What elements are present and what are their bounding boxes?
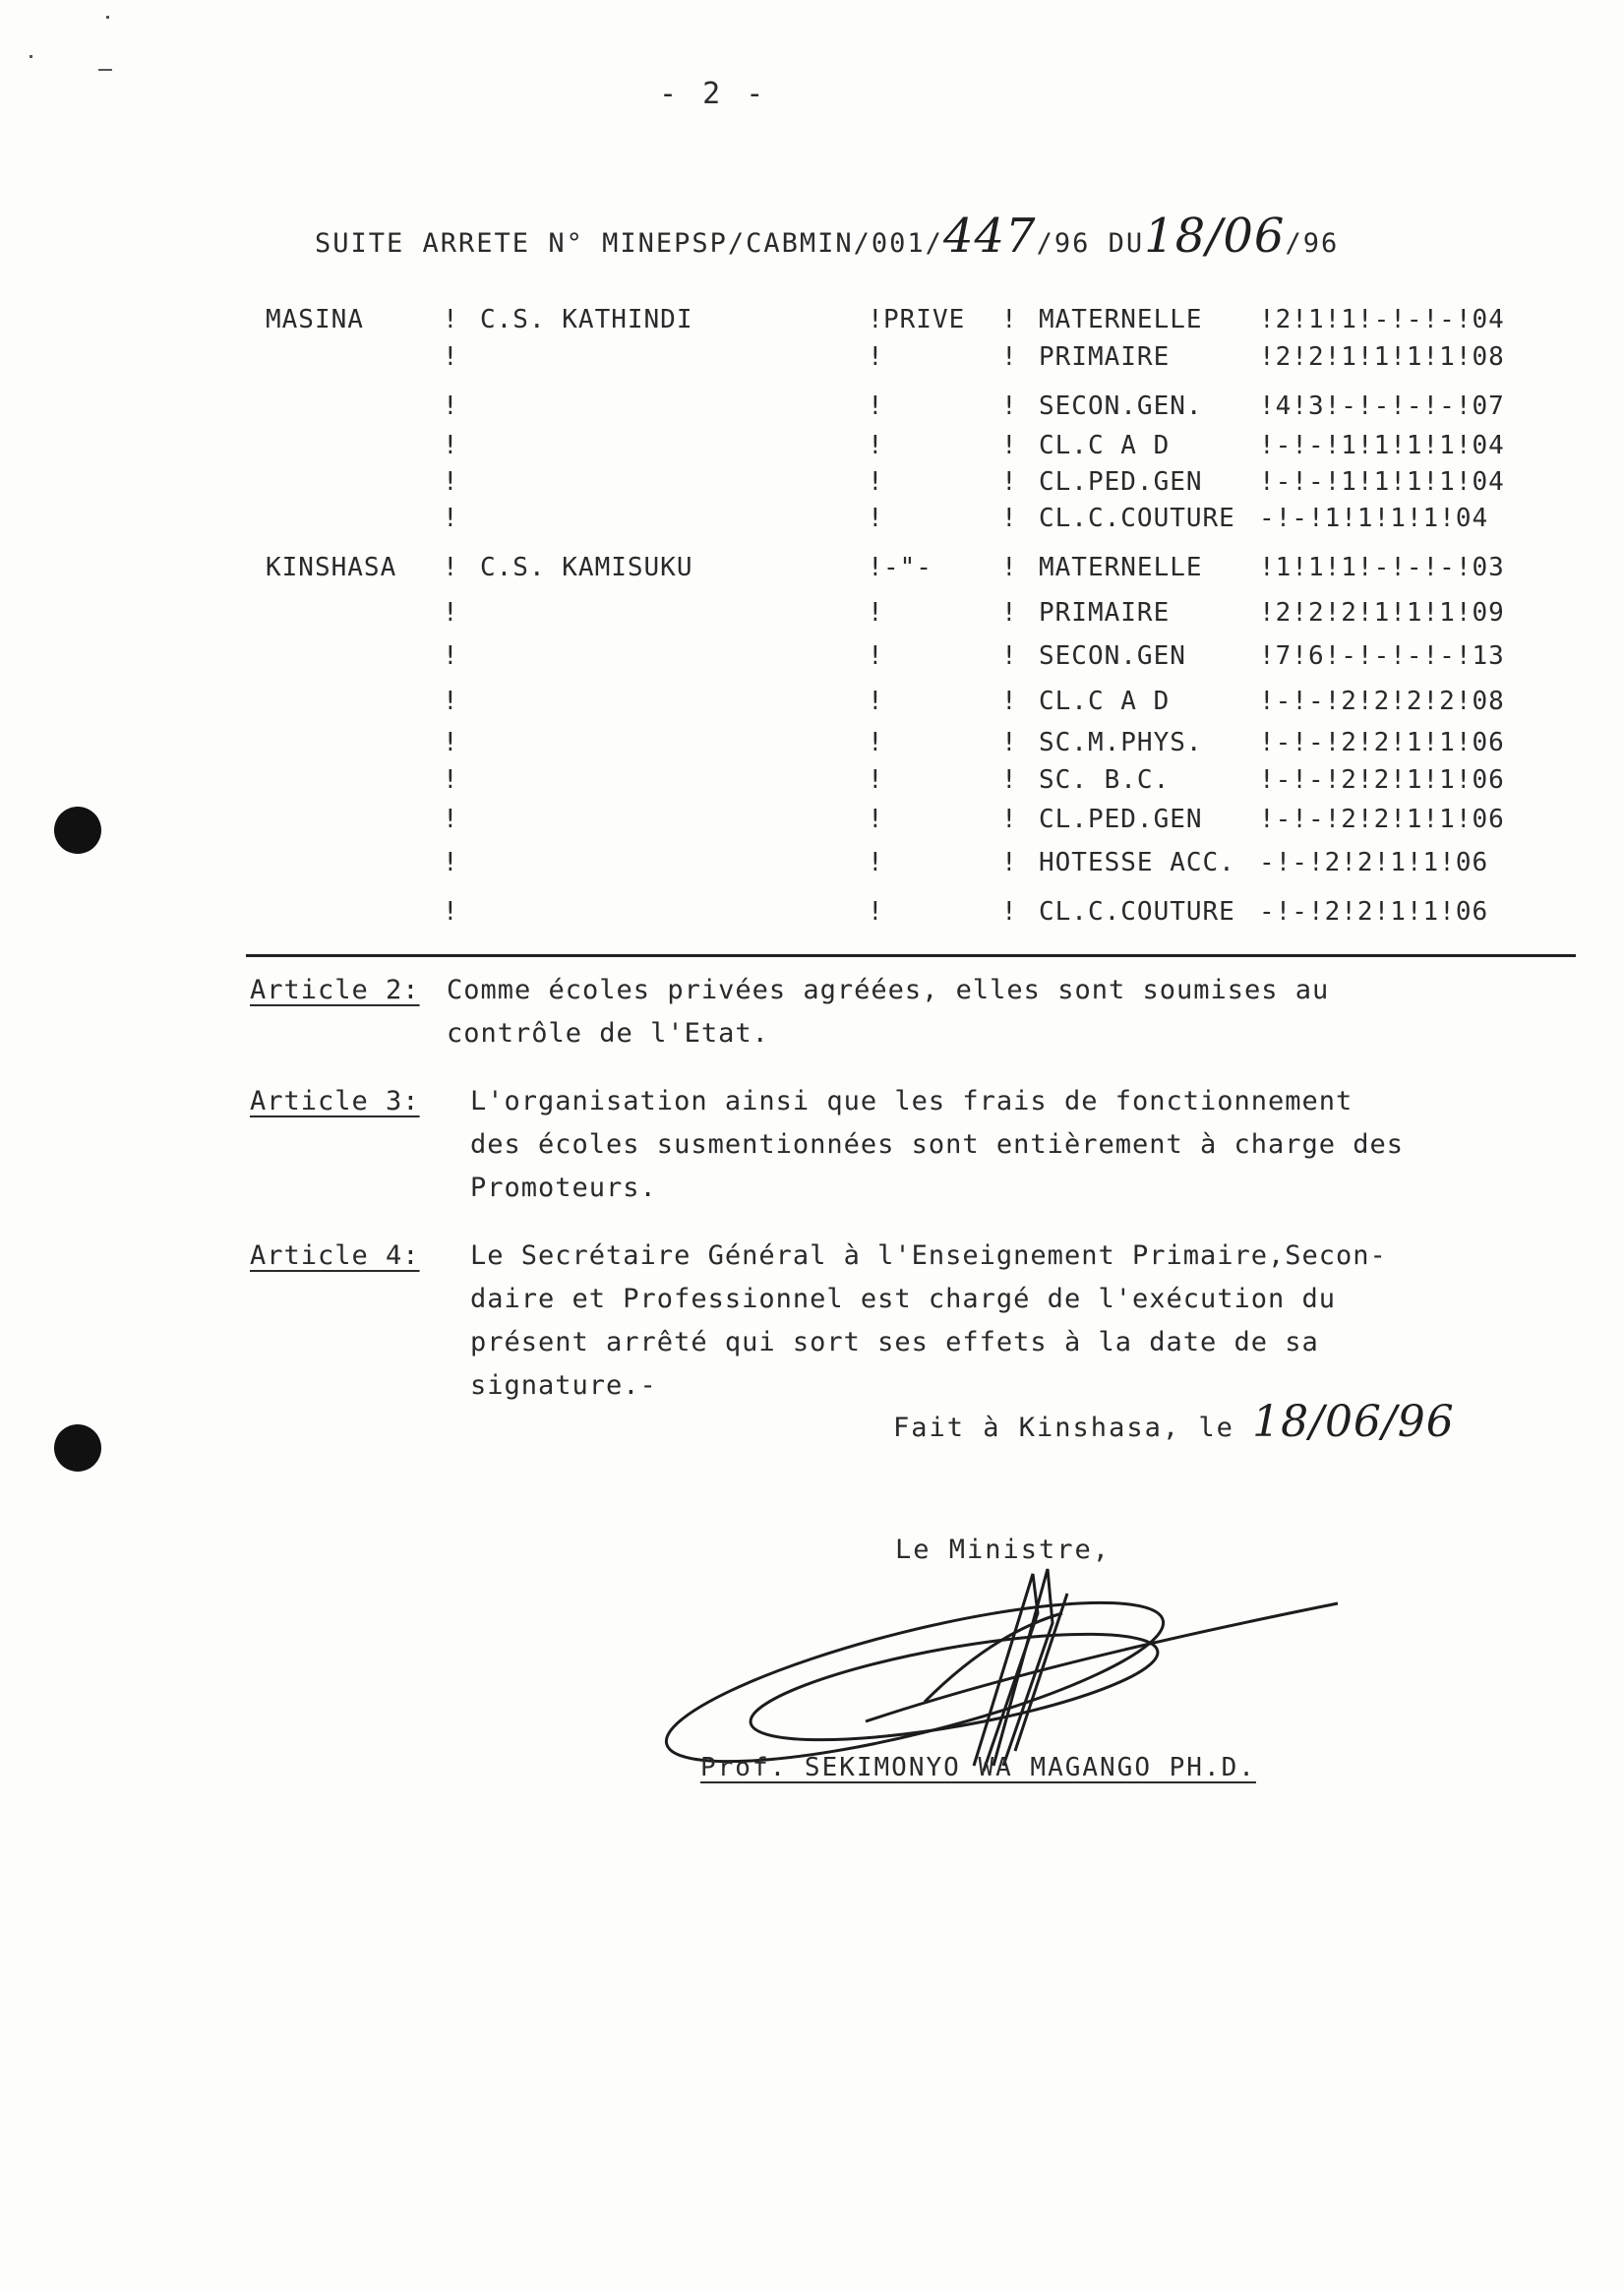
reference-number-handwritten: 447 (942, 209, 1037, 264)
separator-cell: ! (443, 805, 459, 834)
school-cell: C.S. KAMISUKU (480, 553, 693, 582)
section-cell: PRIMAIRE (1039, 342, 1171, 372)
article-body (447, 969, 1568, 1055)
separator-cell: ! (443, 504, 459, 533)
article-line: daire et Professionnel est chargé de l'exécution du (470, 1284, 1337, 1314)
article-line: Comme écoles privées agréées, elles sont soumises au (447, 975, 1330, 1005)
counts-cell: !2!2!1!1!1!1!08 (1259, 342, 1505, 372)
signer-name: Prof. SEKIMONYO WA MAGANGO PH.D. (700, 1753, 1256, 1782)
separator-cell: ! (1001, 467, 1018, 497)
section-cell: CL.C A D (1039, 431, 1171, 460)
separator-cell: ! (868, 305, 884, 334)
counts-cell: !2!1!1!-!-!-!04 (1259, 305, 1505, 334)
separator-cell: ! (868, 641, 884, 671)
counts-cell: !-!-!1!1!1!1!04 (1259, 467, 1505, 497)
separator-cell: ! (1001, 765, 1018, 795)
article-label: Article 3: (250, 1086, 420, 1116)
counts-cell: !-!-!1!1!1!1!04 (1259, 431, 1505, 460)
separator-cell: ! (1001, 728, 1018, 757)
separator-cell: ! (443, 467, 459, 497)
counts-cell: !1!1!1!-!-!-!03 (1259, 553, 1505, 582)
separator-cell: ! (868, 687, 884, 716)
counts-cell: !7!6!-!-!-!-!13 (1259, 641, 1505, 671)
separator-cell: ! (868, 728, 884, 757)
separator-cell: ! (1001, 553, 1018, 582)
signer-title: Le Ministre, (895, 1535, 1112, 1565)
commune-cell: KINSHASA (266, 553, 397, 582)
signature-date-handwritten: 18/06/96 (1252, 1397, 1455, 1447)
place-and-date (893, 1397, 1455, 1447)
section-cell: MATERNELLE (1039, 305, 1203, 334)
separator-cell: ! (868, 467, 884, 497)
counts-cell: -!-!2!2!1!1!06 (1259, 848, 1489, 877)
page-number: - 2 - (659, 77, 768, 111)
separator-cell: ! (443, 765, 459, 795)
article-line: Promoteurs. (470, 1173, 657, 1203)
separator-cell: ! (868, 897, 884, 927)
separator-cell: ! (443, 848, 459, 877)
punch-hole (54, 1424, 101, 1472)
separator-cell: ! (1001, 805, 1018, 834)
punch-hole (54, 807, 101, 854)
separator-cell: ! (443, 598, 459, 628)
handwritten-signature (649, 1554, 1357, 1780)
table-bottom-rule (246, 954, 1576, 957)
counts-cell: -!-!2!2!1!1!06 (1259, 897, 1489, 927)
section-cell: HOTESSE ACC. (1039, 848, 1235, 877)
section-cell: CL.C A D (1039, 687, 1171, 716)
separator-cell: ! (868, 504, 884, 533)
article-line: Le Secrétaire Général à l'Enseignement Primaire,Secon- (470, 1240, 1387, 1271)
separator-cell: ! (1001, 431, 1018, 460)
scan-speck (30, 55, 32, 58)
section-cell: SECON.GEN. (1039, 392, 1203, 421)
scan-speck (98, 69, 112, 71)
reference-middle: /96 DU (1036, 228, 1145, 259)
counts-cell: !-!-!2!2!1!1!06 (1259, 765, 1505, 795)
separator-cell: ! (1001, 848, 1018, 877)
separator-cell: ! (443, 897, 459, 927)
counts-cell: !4!3!-!-!-!-!07 (1259, 392, 1505, 421)
separator-cell: ! (443, 728, 459, 757)
section-cell: PRIMAIRE (1039, 598, 1171, 628)
regime-cell: -"- (883, 553, 932, 582)
separator-cell: ! (1001, 392, 1018, 421)
commune-cell: MASINA (266, 305, 364, 334)
counts-cell: !-!-!2!2!1!1!06 (1259, 728, 1505, 757)
separator-cell: ! (1001, 598, 1018, 628)
article-label: Article 2: (250, 975, 420, 1005)
counts-cell: !-!-!2!2!2!2!08 (1259, 687, 1505, 716)
separator-cell: ! (1001, 641, 1018, 671)
separator-cell: ! (443, 305, 459, 334)
school-cell: C.S. KATHINDI (480, 305, 693, 334)
article-line: signature.- (470, 1370, 657, 1401)
article-body (470, 1235, 1592, 1408)
section-cell: CL.PED.GEN (1039, 467, 1203, 497)
article-line: présent arrêté qui sort ses effets à la date de sa (470, 1327, 1319, 1357)
separator-cell: ! (443, 392, 459, 421)
article-line: des écoles susmentionnées sont entièrement à charge des (470, 1129, 1405, 1160)
article-line: L'organisation ainsi que les frais de fonctionnement (470, 1086, 1353, 1116)
reference-date-handwritten: 18/06 (1144, 209, 1286, 264)
section-cell: CL.C.COUTURE (1039, 504, 1235, 533)
section-cell: SC.M.PHYS. (1039, 728, 1203, 757)
section-cell: SC. B.C. (1039, 765, 1171, 795)
separator-cell: ! (868, 598, 884, 628)
separator-cell: ! (443, 342, 459, 372)
decree-reference (315, 209, 1339, 264)
separator-cell: ! (868, 342, 884, 372)
counts-cell: !-!-!2!2!1!1!06 (1259, 805, 1505, 834)
article-label: Article 4: (250, 1240, 420, 1271)
separator-cell: ! (868, 431, 884, 460)
separator-cell: ! (443, 687, 459, 716)
article-body (470, 1080, 1592, 1210)
counts-cell: !2!2!2!1!1!1!09 (1259, 598, 1505, 628)
separator-cell: ! (1001, 687, 1018, 716)
place-text: Fait à Kinshasa, le (893, 1413, 1234, 1443)
separator-cell: ! (1001, 504, 1018, 533)
regime-cell: PRIVE (883, 305, 966, 334)
separator-cell: ! (868, 553, 884, 582)
scan-speck (106, 16, 109, 19)
section-cell: CL.C.COUTURE (1039, 897, 1235, 927)
counts-cell: -!-!1!1!1!1!04 (1259, 504, 1489, 533)
reference-prefix: SUITE ARRETE N° MINEPSP/CABMIN/001/ (315, 228, 943, 259)
section-cell: MATERNELLE (1039, 553, 1203, 582)
separator-cell: ! (868, 392, 884, 421)
separator-cell: ! (868, 848, 884, 877)
separator-cell: ! (1001, 305, 1018, 334)
reference-year: /96 (1285, 228, 1340, 259)
separator-cell: ! (1001, 897, 1018, 927)
separator-cell: ! (443, 553, 459, 582)
separator-cell: ! (443, 431, 459, 460)
separator-cell: ! (868, 805, 884, 834)
separator-cell: ! (1001, 342, 1018, 372)
article-line: contrôle de l'Etat. (447, 1018, 769, 1049)
separator-cell: ! (443, 641, 459, 671)
separator-cell: ! (868, 765, 884, 795)
section-cell: CL.PED.GEN (1039, 805, 1203, 834)
section-cell: SECON.GEN (1039, 641, 1186, 671)
